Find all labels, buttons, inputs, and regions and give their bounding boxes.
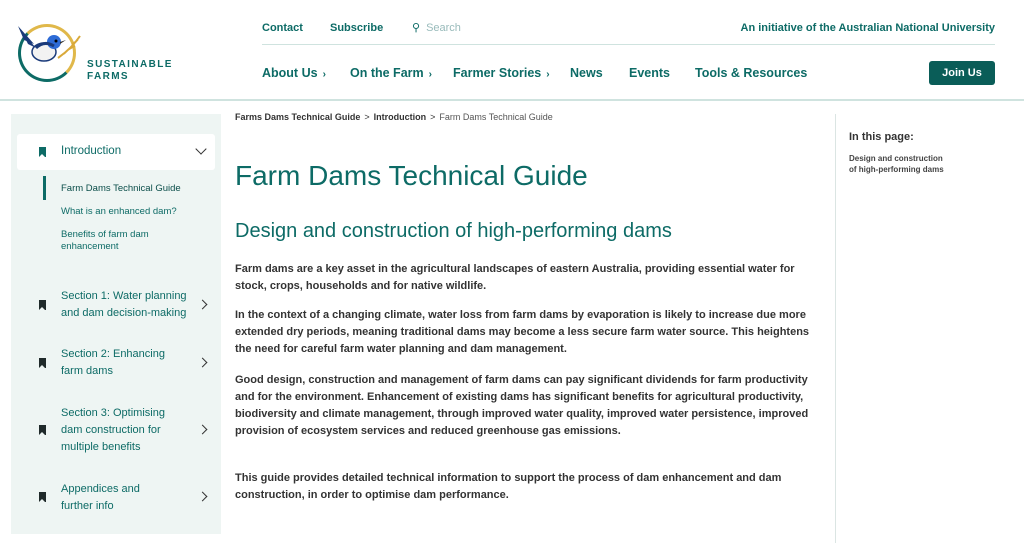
search-input[interactable] — [412, 21, 461, 34]
logo-wordmark — [87, 59, 173, 83]
nav-events[interactable] — [629, 66, 670, 80]
nav-label: News — [570, 66, 603, 80]
sidebar-item-label: Section 3: Optimising dam construction for multiple benefits — [61, 407, 165, 453]
guide-sidebar — [11, 114, 221, 534]
bookmark-icon — [39, 492, 46, 502]
body-paragraph: This guide provides detailed technical information to support the process of dam enhancement and dam construction, in order to optimise dam performance. — [235, 472, 782, 501]
site-logo[interactable] — [14, 18, 184, 84]
chevron-right-icon: › — [546, 69, 550, 80]
sidebar-item-label: Introduction — [61, 145, 122, 157]
nav-on-the-farm[interactable] — [350, 66, 432, 80]
search-icon: ⚲ — [412, 22, 421, 34]
sidebar-item-section-2[interactable] — [11, 345, 221, 385]
chevron-down-icon[interactable] — [195, 143, 206, 154]
active-indicator — [43, 176, 46, 200]
body-paragraph: Good design, construction and management of farm dams can pay significant dividends for farm productivity and for the environment. Enhancement of existing dams has significant benefits for agricultural productivity, biodiversity and climate management, through improved water quality, improved water persistence, improved provision of ecosystem services and reduced greenhouse gas emissions. — [235, 374, 809, 437]
bookmark-icon — [39, 425, 46, 435]
logo-line-1: SUSTAINABLE — [87, 59, 173, 70]
subscribe-link[interactable]: Subscribe — [330, 22, 384, 34]
bookmark-icon — [39, 300, 46, 310]
chevron-right-icon — [198, 358, 208, 368]
anu-initiative-link[interactable]: An initiative of the Australian National University — [740, 22, 995, 34]
bookmark-icon — [39, 147, 46, 157]
sidebar-item-label: Section 2: Enhancing farm dams — [61, 348, 165, 377]
chevron-right-icon: › — [428, 69, 432, 80]
toc-divider — [835, 114, 836, 543]
search-placeholder: Search — [426, 22, 461, 34]
sidebar-item-section-3[interactable] — [11, 404, 221, 460]
nav-label: Farmer Stories — [453, 66, 542, 80]
nav-news[interactable] — [570, 66, 603, 80]
section-heading: Design and construction of high-performing dams — [235, 220, 672, 242]
page-title: Farm Dams Technical Guide — [235, 160, 588, 191]
chevron-right-icon: › — [322, 69, 326, 80]
nav-tools-resources[interactable] — [695, 66, 807, 80]
nav-about-us[interactable] — [262, 66, 326, 80]
bookmark-icon — [39, 358, 46, 368]
sidebar-item-appendices[interactable] — [11, 480, 221, 520]
breadcrumb-separator: > — [430, 112, 436, 122]
body-paragraph: Farm dams are a key asset in the agricultural landscapes of eastern Australia, providing essential water for stock, crops, households and for native wildlife. — [235, 263, 795, 292]
nav-label: Tools & Resources — [695, 66, 808, 80]
nav-label: Events — [629, 66, 670, 80]
nav-label: About Us — [262, 66, 318, 80]
site-header — [0, 0, 1024, 101]
sidebar-item-introduction[interactable] — [17, 134, 215, 170]
fairy-wren-icon — [14, 18, 84, 84]
sidebar-subitem-farm-dams-technical-guide[interactable]: Farm Dams Technical Guide — [61, 183, 181, 194]
contact-link[interactable]: Contact — [262, 22, 303, 34]
breadcrumb — [235, 112, 553, 122]
sidebar-subitem-benefits[interactable]: Benefits of farm dam enhancement — [61, 229, 149, 252]
sidebar-subitem-what-is-enhanced-dam[interactable]: What is an enhanced dam? — [61, 206, 177, 217]
logo-line-2: FARMS — [87, 71, 129, 82]
chevron-right-icon — [198, 492, 208, 502]
body-paragraph: In the context of a changing climate, water loss from farm dams by evaporation is likely to increase due more extended dry periods, meaning traditional dams may become a less secure farm water source. This heightens the need for careful farm water planning and dam management. — [235, 309, 810, 355]
breadcrumb-separator: > — [364, 112, 370, 122]
breadcrumb-item[interactable]: Introduction — [373, 112, 427, 122]
join-us-button[interactable]: Join Us — [929, 61, 995, 85]
sidebar-item-label: Section 1: Water planning and dam decision-making — [61, 290, 187, 319]
utility-bar — [262, 20, 995, 45]
nav-label: On the Farm — [350, 66, 424, 80]
sidebar-item-section-1[interactable] — [11, 286, 221, 326]
breadcrumb-item[interactable]: Farms Dams Technical Guide — [235, 112, 361, 122]
breadcrumb-current: Farm Dams Technical Guide — [439, 112, 553, 122]
sidebar-item-label: Appendices and further info — [61, 483, 140, 512]
nav-farmer-stories[interactable] — [453, 66, 550, 80]
toc-title: In this page: — [849, 131, 914, 143]
chevron-right-icon — [198, 425, 208, 435]
toc-link[interactable]: Design and construction of high-performing dams — [849, 154, 944, 174]
